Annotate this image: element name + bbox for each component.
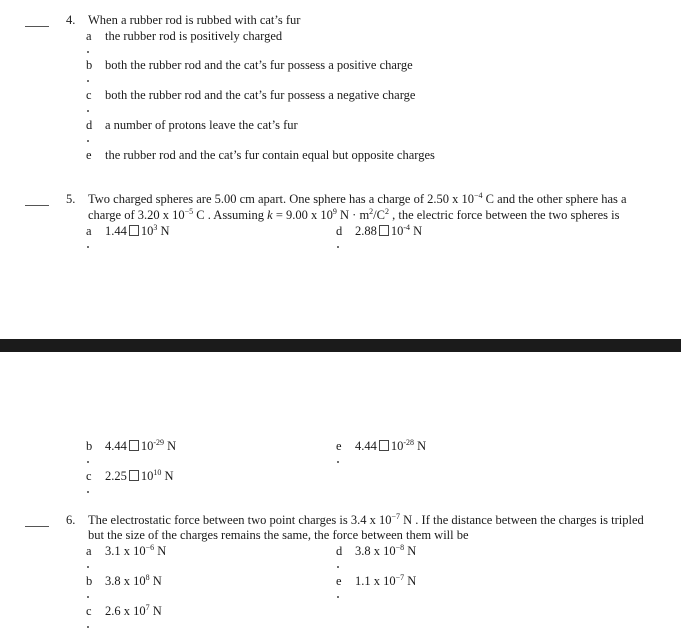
q4-option-b-letter: b bbox=[86, 58, 93, 72]
q5-option-c-letter: c bbox=[86, 469, 92, 483]
q6-option-c-letter: c bbox=[86, 604, 92, 618]
question-6-number: 6. bbox=[66, 513, 76, 527]
answer-blank-q5[interactable] bbox=[25, 205, 49, 206]
q6-option-c-unit: N bbox=[149, 604, 162, 618]
q4-option-b-dot bbox=[87, 80, 89, 82]
q4-option-c-dot bbox=[87, 110, 89, 112]
q6-option-e-mantissa: 1.1 x 10 bbox=[355, 574, 396, 588]
q5-option-b-letter: b bbox=[86, 439, 93, 453]
q6-option-b-exponent: 8 bbox=[145, 572, 150, 582]
q5-option-e-dot bbox=[337, 461, 339, 463]
q5-line1-part-a: Two charged spheres are 5.00 cm apart. One sphere has a charge of 2.50 x 10 bbox=[88, 192, 475, 206]
q5-line1-part-b: C and the other sphere has a bbox=[482, 192, 627, 206]
q5-line2-part-a: charge of 3.20 x 10 bbox=[88, 208, 185, 222]
q5-option-e-text: 4.44 $10^{-28}$ N bbox=[355, 437, 427, 453]
missing-glyph-icon bbox=[129, 470, 139, 481]
q4-option-e-text: the rubber rod and the cat’s fur contain equal but opposite charges bbox=[105, 148, 435, 162]
q6-option-e-text bbox=[355, 574, 416, 589]
question-4-number: 4. bbox=[66, 13, 76, 27]
q6-option-d-letter: d bbox=[336, 544, 343, 558]
question-4-stem: When a rubber rod is rubbed with cat’s fur bbox=[88, 13, 301, 27]
q5-option-d-mantissa: 2.88 bbox=[355, 224, 377, 238]
answer-blank-q4[interactable] bbox=[25, 26, 49, 27]
q5-option-b-dot bbox=[87, 461, 89, 463]
q5-option-c-text: 2.25 $10^{10}$ N bbox=[105, 467, 174, 483]
q5-line2-exp-2: 9 bbox=[332, 206, 337, 216]
q5-line2-part-c: = 9.00 x 10 bbox=[272, 208, 333, 222]
q5-line2-part-f: , the electric force between the two spheres is bbox=[388, 208, 620, 222]
q5-line1-exponent: −4 bbox=[474, 190, 483, 200]
q5-option-d-text: 2.88 $10^{-4}$ N bbox=[355, 222, 423, 238]
q6-option-a-text bbox=[105, 544, 166, 559]
q6-option-a-unit: N bbox=[154, 544, 167, 558]
missing-glyph-icon bbox=[379, 225, 389, 236]
question-6-line-1 bbox=[88, 513, 644, 528]
page-break-bar bbox=[0, 339, 681, 352]
q6-option-b-unit: N bbox=[149, 574, 162, 588]
q5-option-e-exponent: -28 bbox=[403, 437, 415, 447]
q5-option-d-unit: N bbox=[413, 224, 423, 238]
q6-option-e-dot bbox=[337, 596, 339, 598]
q5-option-c-exponent: 10 bbox=[153, 467, 162, 477]
q5-option-d-letter: d bbox=[336, 224, 343, 238]
q6-option-a-letter: a bbox=[86, 544, 92, 558]
question-5-line-1 bbox=[88, 192, 627, 207]
q6-line1-part-b: N . If the distance between the charges is tripled bbox=[400, 513, 644, 527]
q6-line1-exponent: −7 bbox=[391, 511, 401, 521]
q6-option-d-mantissa: 3.8 x 10 bbox=[355, 544, 396, 558]
q6-option-c-mantissa: 2.6 x 10 bbox=[105, 604, 146, 618]
q5-option-b-exponent: -29 bbox=[153, 437, 165, 447]
q4-option-d-text: a number of protons leave the cat’s fur bbox=[105, 118, 298, 132]
q5-line2-part-d: N · m bbox=[336, 208, 370, 222]
q6-option-b-letter: b bbox=[86, 574, 93, 588]
question-6-line-2: but the size of the charges remains the same, the force between them will be bbox=[88, 528, 469, 542]
q5-option-a-exponent: 3 bbox=[153, 222, 158, 232]
q6-option-b-mantissa: 3.8 x 10 bbox=[105, 574, 146, 588]
q6-option-d-text bbox=[355, 544, 416, 559]
q4-option-a-dot bbox=[87, 51, 89, 53]
q5-option-e-mantissa: 4.44 bbox=[355, 439, 377, 453]
q6-option-c-dot bbox=[87, 626, 89, 628]
q6-option-d-unit: N bbox=[404, 544, 417, 558]
q5-option-c-unit: N bbox=[164, 469, 174, 483]
q4-option-c-text: both the rubber rod and the cat’s fur possess a negative charge bbox=[105, 88, 416, 102]
q6-option-d-exponent: −8 bbox=[395, 542, 405, 552]
q6-line1-part-a: The electrostatic force between two point charges is 3.4 x 10 bbox=[88, 513, 392, 527]
q5-option-d-dot bbox=[337, 246, 339, 248]
q6-option-c-text bbox=[105, 604, 162, 619]
q4-option-a-text: the rubber rod is positively charged bbox=[105, 29, 283, 43]
q4-option-b-text: both the rubber rod and the cat’s fur possess a positive charge bbox=[105, 58, 413, 72]
q5-option-c-mantissa: 2.25 bbox=[105, 469, 127, 483]
q4-option-a-letter: a bbox=[86, 29, 92, 43]
missing-glyph-icon bbox=[129, 440, 139, 451]
q4-option-c-letter: c bbox=[86, 88, 92, 102]
missing-glyph-icon bbox=[379, 440, 389, 451]
q5-option-c-dot bbox=[87, 491, 89, 493]
q5-line2-exp-1: −5 bbox=[184, 206, 194, 216]
q6-option-e-exponent: −7 bbox=[395, 572, 405, 582]
q5-option-d-exponent: -4 bbox=[403, 222, 411, 232]
q5-option-b-mantissa: 4.44 bbox=[105, 439, 127, 453]
q6-option-b-dot bbox=[87, 596, 89, 598]
answer-blank-q6[interactable] bbox=[25, 526, 49, 527]
q6-option-b-text bbox=[105, 574, 162, 589]
q5-line2-exp-3: 2 bbox=[369, 206, 374, 216]
q6-option-e-unit: N bbox=[404, 574, 417, 588]
q5-option-b-unit: N bbox=[167, 439, 177, 453]
q5-option-a-text: 1.44 $10^3$ N bbox=[105, 222, 170, 238]
q6-option-c-exponent: 7 bbox=[145, 602, 150, 612]
q4-option-e-letter: e bbox=[86, 148, 92, 162]
question-5-number: 5. bbox=[66, 192, 76, 206]
q5-option-e-letter: e bbox=[336, 439, 342, 453]
q6-option-d-dot bbox=[337, 566, 339, 568]
q4-option-d-dot bbox=[87, 140, 89, 142]
q6-option-e-letter: e bbox=[336, 574, 342, 588]
q6-option-a-exponent: −6 bbox=[145, 542, 155, 552]
q6-option-a-dot bbox=[87, 566, 89, 568]
q5-line2-part-b: C . Assuming bbox=[193, 208, 268, 222]
q5-line2-k: k bbox=[267, 208, 273, 222]
q5-option-a-mantissa: 1.44 bbox=[105, 224, 127, 238]
q5-option-a-letter: a bbox=[86, 224, 92, 238]
q5-option-a-unit: N bbox=[160, 224, 170, 238]
q5-line2-part-e: /C bbox=[373, 208, 385, 222]
q5-option-b-text: 4.44 $10^{-29}$ N bbox=[105, 437, 177, 453]
q4-option-d-letter: d bbox=[86, 118, 93, 132]
q5-option-a-dot bbox=[87, 246, 89, 248]
missing-glyph-icon bbox=[129, 225, 139, 236]
question-5-line-2 bbox=[88, 208, 619, 223]
q6-option-a-mantissa: 3.1 x 10 bbox=[105, 544, 146, 558]
q5-option-e-unit: N bbox=[417, 439, 427, 453]
q5-line2-exp-4: 2 bbox=[384, 206, 389, 216]
